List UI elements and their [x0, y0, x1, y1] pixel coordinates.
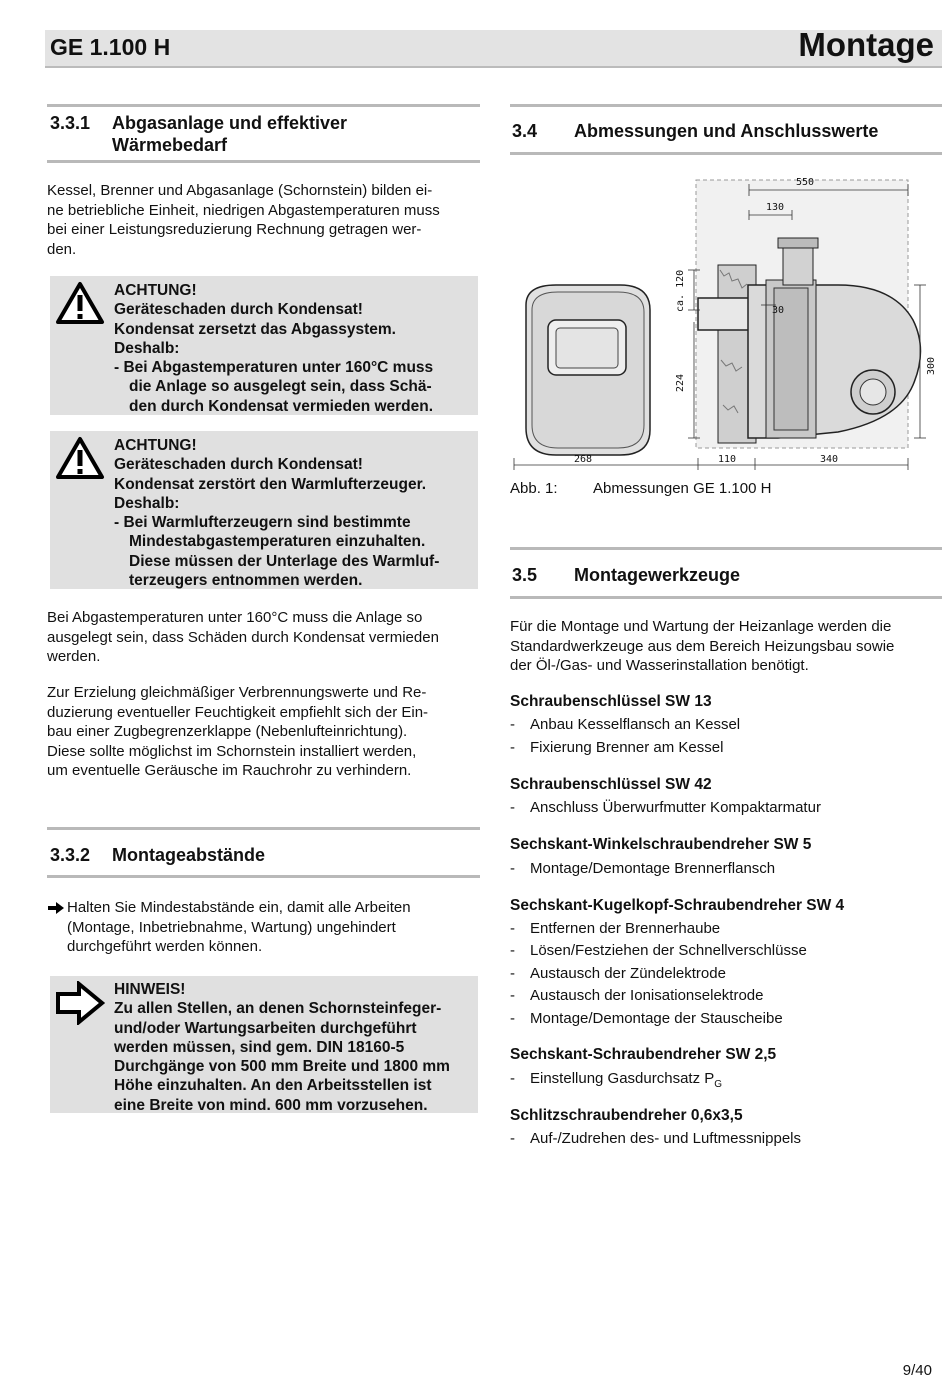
tool-list-item: - Anbau Kesselflansch an Kessel — [510, 716, 741, 733]
hint-text: HINWEIS! Zu allen Stellen, an denen Schornsteinfeger- und/oder Wartungsarbeiten durchgeführt werden müssen, sind gem. DIN 18160-5 Durchgänge von 500 mm Breite und 1800 mm Höhe einzuhalten. An den Arbeitsstellen ist eine Breite von mind. 600 mm vorzusehen. — [114, 981, 450, 1114]
svg-text:110: 110 — [718, 454, 737, 465]
tool-heading: Sechskant-Winkelschraubendreher SW 5 — [510, 836, 812, 853]
tool-list-item: - Anschluss Überwurfmutter Kompaktarmatur — [510, 799, 821, 816]
svg-text:300: 300 — [926, 356, 937, 375]
rule-34-bottom — [510, 152, 942, 155]
paragraph-mindestabstaende: Halten Sie Mindestabstände ein, damit alle Arbeiten (Montage, Inbetriebnahme, Wartung) ungehindert durchgeführt werden können. — [67, 899, 411, 955]
arrow-right-icon — [48, 902, 64, 914]
warning-1-text: ACHTUNG! Geräteschaden durch Kondensat! Kondensat zersetzt das Abgassystem. Deshalb: - Bei Abgastemperaturen unter 160°C muss die Anlage so ausgelegt sein, dass Schä- den durch Kondensat vermieden werden. — [114, 282, 434, 415]
svg-text:130: 130 — [766, 202, 785, 213]
paragraph-abgastemperatur: Bei Abgastemperaturen unter 160°C muss die Anlage so ausgelegt sein, dass Schäden durch Kondensat vermieden werden. — [47, 609, 439, 665]
hint-arrow-icon — [55, 981, 105, 1025]
svg-text:ca. 120: ca. 120 — [675, 269, 686, 312]
tool-list-item: - Austausch der Zündelektrode — [510, 965, 726, 982]
tool-list-item: - Lösen/Festziehen der Schnellverschlüsse — [510, 942, 807, 959]
section-34-heading — [512, 120, 942, 144]
figure-caption-label: Abb. 1: — [510, 480, 558, 497]
tool-list-item: - Fixierung Brenner am Kessel — [510, 739, 724, 756]
section-332-heading — [50, 844, 480, 868]
warning-triangle-icon — [55, 436, 105, 480]
svg-text:550: 550 — [796, 177, 815, 188]
figure-caption-text: Abmessungen GE 1.100 H — [593, 480, 772, 497]
section-title: Montagewerkzeuge — [574, 565, 741, 585]
rule-332-top — [47, 827, 480, 830]
rule-35-bottom — [510, 596, 942, 599]
page-number: 9/40 — [902, 1362, 932, 1379]
tool-heading: Sechskant-Kugelkopf-Schraubendreher SW 4 — [510, 897, 845, 914]
tool-list-item: - Montage/Demontage Brennerflansch — [510, 860, 776, 877]
rule-332-bottom — [47, 875, 480, 878]
rule-331-top — [47, 104, 480, 107]
tool-heading: Schlitzschraubendreher 0,6x3,5 — [510, 1107, 743, 1124]
header-model: GE 1.100 H — [50, 34, 171, 60]
section-title: Abgasanlage und effektiver — [112, 113, 348, 133]
dimension-drawing — [508, 170, 944, 475]
paragraph-werkzeuge-intro: Für die Montage und Wartung der Heizanlage werden die Standardwerkzeuge aus dem Bereich Heizungsbau sowie der Öl-/Gas- und Wasserinstallation benötigt. — [510, 618, 895, 674]
tool-list-item: - Auf-/Zudrehen des- und Luftmessnippels — [510, 1130, 801, 1147]
section-number: 3.3.1 — [50, 113, 91, 133]
section-title: Abmessungen und Anschlusswerte — [574, 121, 879, 141]
section-title: Montageabstände — [112, 845, 266, 865]
svg-text:224: 224 — [675, 373, 686, 392]
svg-text:268: 268 — [574, 454, 593, 465]
svg-text:30: 30 — [772, 305, 785, 316]
tool-list-item: - Austausch der Ionisationselektrode — [510, 987, 764, 1004]
section-35-heading — [512, 564, 942, 588]
rule-35-top — [510, 547, 942, 550]
section-number: 3.3.2 — [50, 845, 91, 865]
tool-list-item: - Entfernen der Brennerhaube — [510, 920, 721, 937]
rule-331-bottom — [47, 160, 480, 163]
svg-text:340: 340 — [820, 454, 839, 465]
tool-list-item: - Montage/Demontage der Stauscheibe — [510, 1010, 783, 1027]
warning-triangle-icon — [55, 281, 105, 325]
tool-list-item: - Einstellung Gasdurchsatz $P_G$ — [510, 1070, 723, 1090]
section-number: 3.4 — [512, 121, 538, 141]
section-331-heading — [50, 112, 480, 158]
tool-heading: Sechskant-Schraubendreher SW 2,5 — [510, 1046, 777, 1063]
rule-34-top — [510, 104, 942, 107]
section-number: 3.5 — [512, 565, 538, 585]
tool-heading: Schraubenschlüssel SW 42 — [510, 776, 712, 793]
header-chapter: Montage — [798, 26, 934, 63]
tool-heading: Schraubenschlüssel SW 13 — [510, 693, 712, 710]
paragraph-kessel: Kessel, Brenner und Abgasanlage (Schornstein) bilden ei- ne betriebliche Einheit, niedrigen Abgastemperaturen muss bei einer Leistungsreduzierung Rechnung getragen wer- den. — [47, 182, 440, 258]
warning-2-text: ACHTUNG! Geräteschaden durch Kondensat! Kondensat zerstört den Warmlufterzeuger. Deshalb: - Bei Warmlufterzeugern sind bestimmte Mindestabgastemperaturen einzuhalten. Diese müssen der Unterlage des Warmluf- terzeugers entnommen werden. — [114, 437, 440, 590]
paragraph-zugbegrenzer: Zur Erzielung gleichmäßiger Verbrennungswerte und Re- duzierung eventueller Feuchtigkeit empfiehlt sich der Ein- bau einer Zugbegrenzerklappe (Nebenlufteinrichtung). Diese sollte möglichst im Schornstein installiert werden, um eventuelle Geräusche im Rauchrohr zu verhindern. — [47, 684, 429, 779]
section-title-cont: Wärmebedarf — [112, 135, 228, 155]
